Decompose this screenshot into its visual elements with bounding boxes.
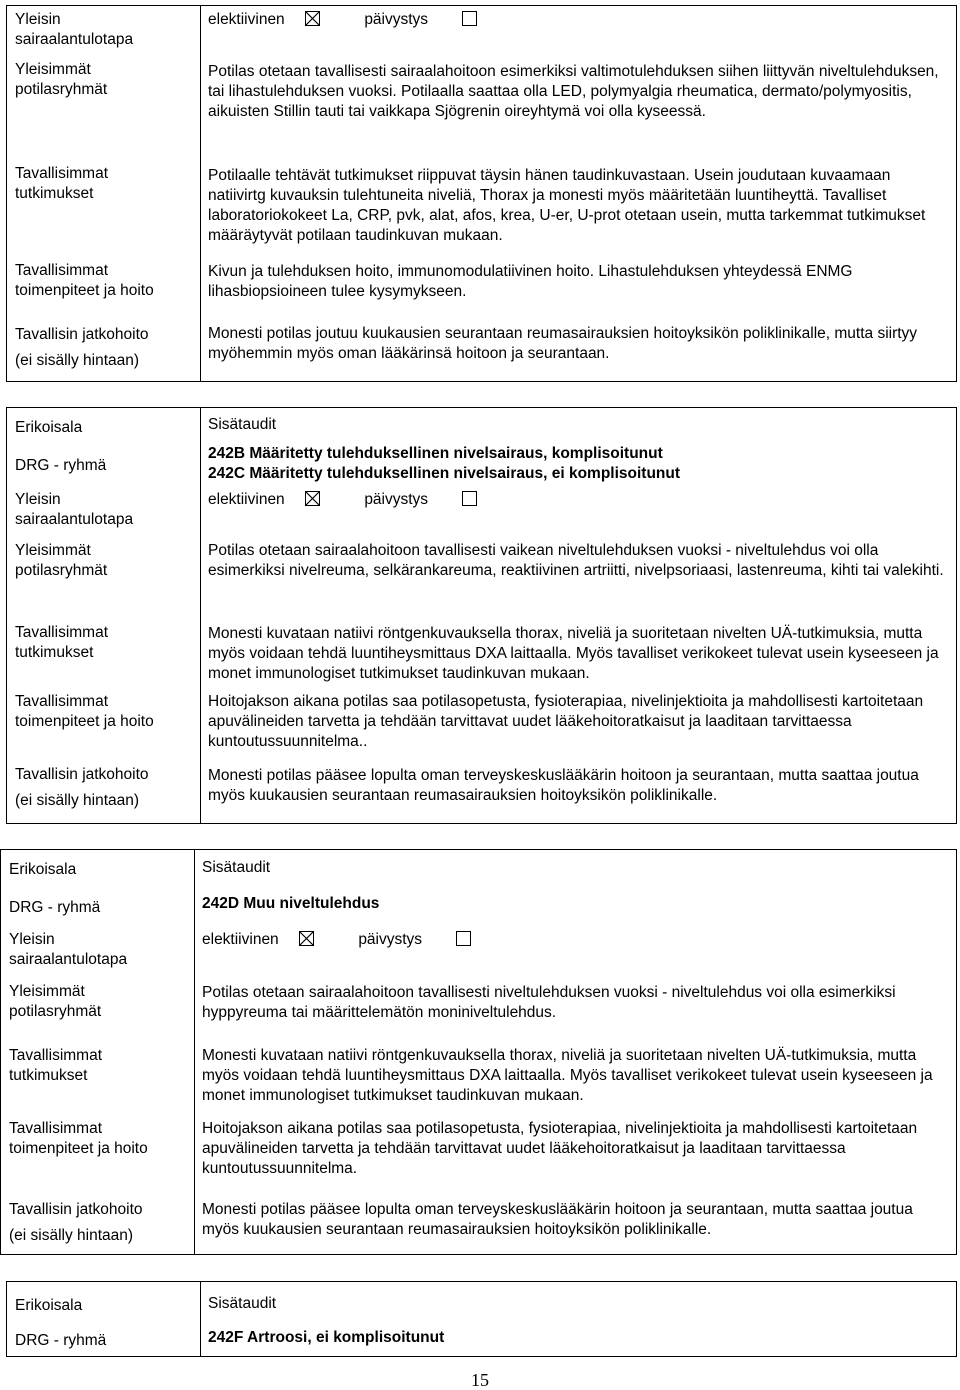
block3-potilasryhmat: Potilas otetaan sairaalahoitoon tavallisesti niveltulehduksen vuoksi - niveltulehdus voi olla esimerkiksi hyppyreuma tai määrittelemätön moniniveltulehdus.	[202, 984, 896, 1021]
admission-row	[208, 490, 477, 510]
label-toimenpiteet: Tavallisimmat toimenpiteet ja hoito	[9, 1120, 148, 1157]
block3-jatkohoito: Monesti potilas pääsee lopulta oman terveyskeskuslääkärin hoitoon ja seurantaan, mutta saattaa joutua myös kuukausien seurantaan reumasairauksien hoitoyksikön poliklinikalle.	[202, 1201, 913, 1238]
page-number: 15	[471, 1370, 489, 1390]
label-jatkohoito: Tavallisin jatkohoito (ei sisälly hintaan)	[15, 326, 149, 369]
block3-drg-1: 242D Muu niveltulehdus	[202, 895, 380, 912]
emergency-label: päivystys	[358, 931, 423, 948]
label-drg: DRG - ryhmä	[9, 899, 101, 916]
emergency-checkbox	[462, 491, 477, 506]
drg-table-1	[6, 5, 957, 382]
block3-erikoisala: Sisätaudit	[202, 859, 271, 876]
elective-label: elektiivinen	[208, 11, 285, 28]
label-tutkimukset: Tavallisimmat tutkimukset	[15, 624, 109, 661]
block2-tutkimukset: Monesti kuvataan natiivi röntgenkuvauksella thorax, niveliä ja suoritetaan nivelten UÄ-tutkimuksia, mutta myös voidaan tehdä luuntiheysmittaus DXA laittaalla. Myös tavalliset verikokeet tulevat usein kyseeseen ja monet immunologiset tutkimukset taudinkuvan mukaan.	[208, 625, 939, 682]
block3-toimenpiteet: Hoitojakson aikana potilas saa potilasopetusta, fysioterapiaa, nivelinjektioita ja mahdollisesti kartoitetaan apuvälineiden tarvetta ja tehdään tarvittavat uudet lääkehoitoratkaisut ja laaditaan tarvittaessa kuntoutussuunnitelma.	[202, 1120, 918, 1177]
drg-table-3	[0, 849, 957, 1255]
block3-tutkimukset: Monesti kuvataan natiivi röntgenkuvauksella thorax, niveliä ja suoritetaan nivelten UÄ-tutkimuksia, mutta myös voidaan tehdä luuntiheysmittaus DXA laittaalla. Myös tavalliset verikokeet tulevat usein kyseeseen ja monet immunologiset tutkimukset taudinkuvan mukaan.	[202, 1047, 933, 1104]
block1-toimenpiteet: Kivun ja tulehduksen hoito, immunomodulatiivinen hoito. Lihastulehduksen yhteydessä ENMG lihasbiopsioineen tulee kysymykseen.	[208, 263, 853, 300]
block4-drg-1: 242F Artroosi, ei komplisoitunut	[208, 1329, 445, 1346]
label-toimenpiteet: Tavallisimmat toimenpiteet ja hoito	[15, 262, 154, 299]
admission-row	[208, 10, 477, 30]
block2-potilasryhmat: Potilas otetaan sairaalahoitoon tavallisesti vaikean niveltulehduksen vuoksi - niveltulehdus voi olla esimerkiksi nivelreuma, selkärankareuma, reaktiivinen artriitti, nivelpsoriaasi, lastenreuma, kihti tai valekihti.	[208, 542, 944, 579]
emergency-checkbox	[456, 931, 471, 946]
label-erikoisala: Erikoisala	[15, 1297, 83, 1314]
label-drg: DRG - ryhmä	[15, 1332, 107, 1349]
elective-checkbox	[305, 491, 320, 506]
drg-table-4	[6, 1281, 957, 1357]
label-drg: DRG - ryhmä	[15, 457, 107, 474]
block2-erikoisala: Sisätaudit	[208, 416, 277, 433]
elective-checkbox	[305, 11, 320, 26]
block2-toimenpiteet: Hoitojakson aikana potilas saa potilasopetusta, fysioterapiaa, nivelinjektioita ja mahdollisesti kartoitetaan apuvälineiden tarvetta ja tehdään tarvittavat uudet lääkehoitoratkaisut ja laaditaan tarvittaessa kuntoutussuunnitelma..	[208, 693, 924, 750]
admission-row	[202, 930, 471, 950]
emergency-checkbox	[462, 11, 477, 26]
elective-label: elektiivinen	[208, 491, 285, 508]
block2-drg-2: 242C Määritetty tulehduksellinen nivelsairaus, ei komplisoitunut	[208, 465, 681, 482]
label-yleisin: Yleisin sairaalantulotapa	[15, 11, 134, 48]
label-tutkimukset: Tavallisimmat tutkimukset	[15, 165, 109, 202]
label-toimenpiteet: Tavallisimmat toimenpiteet ja hoito	[15, 693, 154, 730]
label-erikoisala: Erikoisala	[9, 861, 77, 878]
label-jatkohoito: Tavallisin jatkohoito (ei sisälly hintaan)	[15, 766, 149, 809]
label-potilasryhmat: Yleisimmät potilasryhmät	[15, 542, 108, 579]
block1-tutkimukset: Potilaalle tehtävät tutkimukset riippuvat täysin hänen taudinkuvastaan. Usein joudutaan kuvaamaan natiivirtg kuvauksin tulehtuneita niveliä, Thorax ja monesti myös määritetään luuntiheyttä. Tavalliset laboratoriokokeet La, CRP, pvk, alat, afos, krea, U-er, U-prot otetaan usein, mutta tarkemmat tutkimukset määräytyvät potilaan taudinkuvan mukaan.	[208, 167, 926, 244]
label-potilasryhmat: Yleisimmät potilasryhmät	[15, 61, 108, 98]
emergency-label: päivystys	[364, 11, 429, 28]
label-jatkohoito: Tavallisin jatkohoito (ei sisälly hintaan)	[9, 1201, 143, 1244]
block2-jatkohoito: Monesti potilas pääsee lopulta oman terveyskeskuslääkärin hoitoon ja seurantaan, mutta saattaa joutua myös kuukausien seurantaan reumasairauksien hoitoyksikön poliklinikalle.	[208, 767, 919, 804]
elective-label: elektiivinen	[202, 931, 279, 948]
block1-potilasryhmat: Potilas otetaan tavallisesti sairaalahoitoon esimerkiksi valtimotulehduksen siihen liittyvän niveltulehduksen, tai lihastulehduksen vuoksi. Potilaalla saattaa olla LED, polymyalgia rheumatica, dermato/polymyositis, aikuisten Stillin tauti tai vaikkapa Sjögrenin oireyhtymä voi olla kyseessä.	[208, 63, 939, 120]
label-yleisin: Yleisin sairaalantulotapa	[9, 931, 128, 968]
block2-drg-1: 242B Määritetty tulehduksellinen nivelsairaus, komplisoitunut	[208, 445, 663, 462]
emergency-label: päivystys	[364, 491, 429, 508]
elective-checkbox	[299, 931, 314, 946]
block1-jatkohoito: Monesti potilas joutuu kuukausien seurantaan reumasairauksien hoitoyksikön poliklinikalle, mutta siirtyy myöhemmin myös oman lääkärinsä hoitoon ja seurantaan.	[208, 325, 918, 362]
block4-erikoisala: Sisätaudit	[208, 1295, 277, 1312]
drg-table-2	[6, 407, 957, 824]
label-potilasryhmat: Yleisimmät potilasryhmät	[9, 983, 102, 1020]
label-erikoisala: Erikoisala	[15, 419, 83, 436]
label-yleisin: Yleisin sairaalantulotapa	[15, 491, 134, 528]
label-tutkimukset: Tavallisimmat tutkimukset	[9, 1047, 103, 1084]
